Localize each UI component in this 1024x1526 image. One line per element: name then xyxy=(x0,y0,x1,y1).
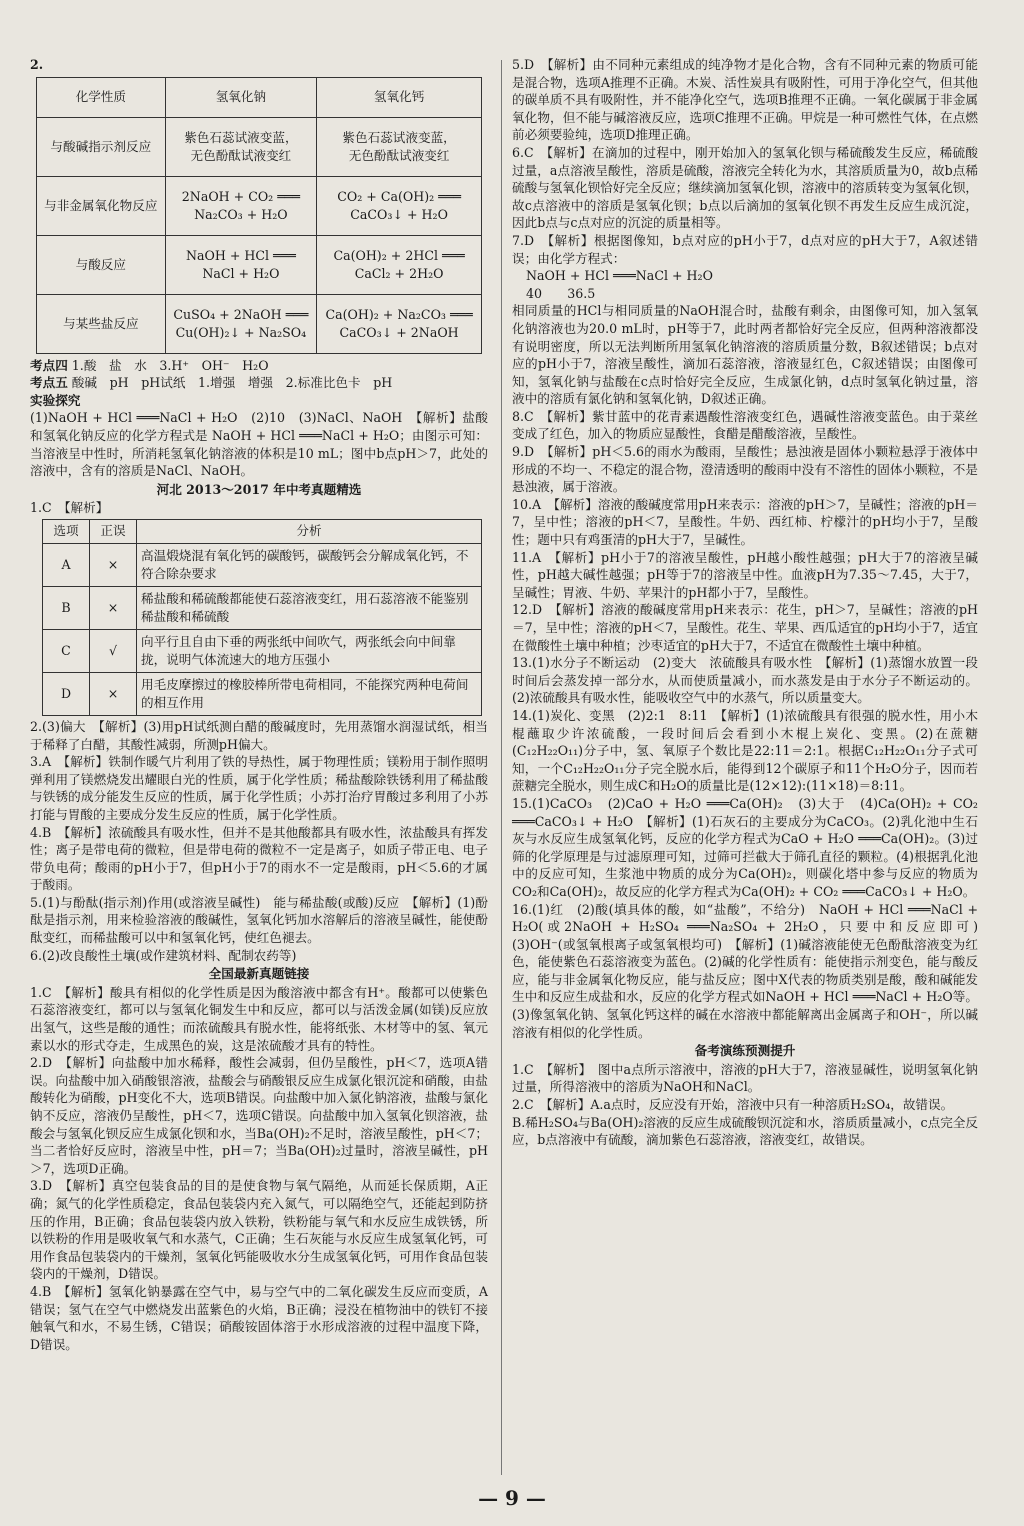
paragraph: 相同质量的HCl与相同质量的NaOH混合时，盐酸有剩余，由图像可知，加入氢氧化钠溶液也为20.0 mL时，pH等于7，此时两者都恰好完全反应，但两种溶液都没有说明密度，所以无法判断所用氢氧化钠溶液的溶质质量分数，B叙述错误；b点对应的pH小于7，溶液呈酸性，滴加石蕊溶液，溶液显红色，C叙述错误；由图像可知，氢氧化钠与盐酸在c点时恰好完全反应，生成氯化钠，d点时氢氧化钠过量，溶液中的溶质有氯化钠和氢氧化钠，D叙述正确。 xyxy=(512,303,978,407)
paragraph: 9.D 【解析】pH＜5.6的雨水为酸雨，呈酸性；悬浊液是固体小颗粒悬浮于液体中形成的不均一、不稳定的混合物，澄清透明的酸雨中没有不溶性的固体小颗粒，不是悬浊液，属于溶液。 xyxy=(512,444,978,495)
section-heading: 备考演练预测提升 xyxy=(694,1043,796,1059)
equation-masses: 40 36.5 xyxy=(526,285,596,301)
table-row xyxy=(37,294,482,353)
properties-table xyxy=(36,77,482,354)
table-header: 氢氧化钠 xyxy=(165,77,317,117)
paragraph: 6.C 【解析】在滴加的过程中，刚开始加入的氢氧化钡与稀硫酸发生反应，稀硫酸过量，a点溶液呈酸性，溶质是硫酸，溶液完全转化为水，其溶质质量为0，故b点稀硫酸与氢氧化钡恰好完全反应；继续滴加氢氧化钡，溶液中的溶质转变为氢氧化钡，故c点溶液中的溶质是氢氧化钡；b点以后滴加的氢氧化钡不再发生反应生成沉淀，因此b点与c点对应的沉淀的质量相等。 xyxy=(512,144,978,231)
paragraph: 2.(3)偏大 【解析】(3)用pH试纸测白醋的酸碱度时，先用蒸馏水润湿试纸，相当于稀释了白醋，其酸性减弱，所测pH偏大。 xyxy=(30,718,488,752)
kaodian-text: 酸碱 pH pH试纸 1.增强 增强 2.标准比色卡 pH xyxy=(71,375,393,391)
table-cell: 2NaOH + CO₂ ═══ Na₂CO₃ + H₂O xyxy=(165,176,317,235)
table-row xyxy=(37,117,482,176)
table-row xyxy=(37,235,482,294)
right-column xyxy=(512,56,991,1149)
table-row xyxy=(37,176,482,235)
table-cell: D xyxy=(43,672,90,715)
analysis-table xyxy=(42,519,482,716)
section-heading: 河北 2013～2017 年中考真题精选 xyxy=(156,481,362,497)
table-cell: 与酸碱指示剂反应 xyxy=(37,117,166,176)
paragraph: 5.D 【解析】由不同种元素组成的纯净物才是化合物，含有不同种元素的物质可能是混合物，选项A推理不正确。木炭、活性炭具有吸附性，可用于净化空气，但其他的碳单质不具有吸附性，并不能净化空气，选项B推理不正确。一氧化碳属于非金属氧化物，但不能与碱溶液反应，选项C推理不正确。甲烷是一种可燃性气体，在点燃前必须要验纯，选项D推理正确。 xyxy=(512,57,978,143)
table-header: 化学性质 xyxy=(37,77,166,117)
table-cell: 稀盐酸和稀硫酸都能使石蕊溶液变红，用石蕊溶液不能鉴别稀盐酸和稀硫酸 xyxy=(137,586,482,629)
table-header: 正误 xyxy=(90,519,137,543)
section-heading: 实验探究 xyxy=(30,392,81,408)
table-header: 选项 xyxy=(43,519,90,543)
paragraph: 12.D 【解析】溶液的酸碱度常用pH来表示：花生，pH＞7，呈碱性；溶液的pH＝7，呈中性；溶液的pH＜7，呈酸性。花生、苹果、西瓜适宜的pH均小于7，适宜在微酸性土壤中种植；沙枣适宜的pH大于7，不适宜在微酸性土壤中种植。 xyxy=(512,602,978,653)
paragraph: 2.C 【解析】A.a点时，反应没有开始，溶液中只有一种溶质H₂SO₄，故错误。 xyxy=(512,1097,954,1113)
table-cell: 向平行且自由下垂的两张纸中间吹气，两张纸会向中间靠拢，说明气体流速大的地方压强小 xyxy=(137,629,482,672)
table-cell: 紫色石蕊试液变蓝， 无色酚酞试液变红 xyxy=(165,117,317,176)
page-number: — 9 — xyxy=(478,1486,546,1510)
kaodian-label: 考点五 xyxy=(30,375,68,391)
paragraph: 3.A 【解析】铁制作暖气片利用了铁的导热性，属于物理性质；镁粉用于制作照明弹利用了镁燃烧发出耀眼白光的性质，属于化学性质；稀盐酸除铁锈利用了稀盐酸与铁锈的成分能发生反应的性质，属于化学性质；小苏打治疗胃酸过多利用了小苏打能与胃酸的主要成分发生反应的性质，属于化学性质。 xyxy=(30,754,488,822)
table-cell: × xyxy=(90,543,137,586)
table-cell: × xyxy=(90,586,137,629)
section-heading: 全国最新真题链接 xyxy=(208,966,310,982)
paragraph: 4.B 【解析】浓硫酸具有吸水性，但并不是其他酸都具有吸水性，浓盐酸具有挥发性；离子是带电荷的微粒，但是带电荷的微粒不一定是离子，如质子带正电、电子带负电荷；酸雨的pH小于7，但pH小于7的雨水不一定是酸雨，pH＜5.6的才属于酸雨。 xyxy=(30,824,488,893)
paragraph: 5.(1)与酚酞(指示剂)作用(或溶液呈碱性) 能与稀盐酸(或酸)反应 【解析】(1)酚酞是指示剂，用来检验溶液的酸碱性，氢氧化钙加水溶解后的溶液呈碱性，能使酚酞变红，而稀盐酸可以中和氢氧化钙，使红色褪去。 xyxy=(30,894,488,946)
paragraph: 6.(2)改良酸性土壤(或作建筑材料、配制农药等) xyxy=(30,947,297,963)
table-cell: 高温煅烧混有氧化钙的碳酸钙，碳酸钙会分解成氧化钙，不符合除杂要求 xyxy=(137,543,482,586)
table-row xyxy=(43,672,482,715)
paragraph: 13.(1)水分子不断运动 (2)变大 浓硫酸具有吸水性 【解析】(1)蒸馏水放置一段时间后会蒸发掉一部分水，从而使质量减小，而水蒸发是由于水分子不断运动的。(2)浓硫酸具有吸水性，能吸收空气中的水蒸气，所以质量变大。 xyxy=(512,655,978,706)
paragraph: 16.(1)红 (2)酸(填具体的酸，如“盐酸”，不给分) NaOH + HCl ═══NaCl + H₂O(或2NaOH + H₂SO₄ ═══Na₂SO₄ + 2H₂O，只要中和反应即可) (3)OH⁻(或氢氧根离子或氢氧根均可) 【解析】(1)碱溶液能使无色酚酞溶液变为红色，能使紫色石蕊溶液变为蓝色。(2)碱的化学性质有：能使指示剂变色，能与酸反应，能与非金属氧化物反应，能与盐反应；图中X代表的物质类别是酸，酸和碱能发生中和反应生成盐和水，反应的化学方程式如NaOH + HCl ═══NaCl + H₂O等。(3)像氢氧化钠、氢氧化钙这样的碱在水溶液中都能解离出金属离子和OH⁻，所以碱溶液有相似的化学性质。 xyxy=(512,901,991,1040)
table-row xyxy=(43,519,482,543)
paragraph: 14.(1)炭化、变黑 (2)2:1 8:11 【解析】(1)浓硫酸具有很强的脱水性，用小木棍蘸取少许浓硫酸，一段时间后会看到小木棍上炭化、变黑。(2)在蔗糖(C₁₂H₂₂O₁₁)分子中，氢、氧原子个数比是22:11＝2:1。根据C₁₂H₂₂O₁₁分子式可知，一个C₁₂H₂₂O₁₁分子完全脱水后，能得到12个碳原子和11个H₂O分子，因而若蔗糖完全脱水，则生成C和H₂O的质量比是(12×12):(11×18)＝8:11。 xyxy=(512,707,978,794)
table-cell: NaOH + HCl ═══ NaCl + H₂O xyxy=(165,235,317,294)
table-cell: A xyxy=(43,543,90,586)
kaodian-label: 考点四 xyxy=(30,357,68,373)
paragraph: 2.D 【解析】向盐酸中加水稀释，酸性会减弱，但仍呈酸性，pH＜7，选项A错误。向盐酸中加入硝酸银溶液，盐酸会与硝酸银反应生成氯化银沉淀和硝酸，由盐酸转化为硝酸，pH变化不大，选项B错误。向盐酸中加入氯化钠溶液，盐酸与氯化钠不反应，溶液仍呈酸性，pH＜7，选项C错误。向盐酸中加入氢氧化钡溶液，盐酸会与氢氧化钡反应生成氯化钡和水，当Ba(OH)₂不足时，溶液呈酸性，pH＜7；当二者恰好反应时，溶液呈中性，pH＝7；当Ba(OH)₂过量时，溶液呈碱性，pH＞7，选项D正确。 xyxy=(30,1055,488,1176)
table-cell: CO₂ + Ca(OH)₂ ═══ CaCO₃↓ + H₂O xyxy=(317,176,482,235)
table-cell: 用毛皮摩擦过的橡胶棒所带电荷相同，不能探究两种电荷间的相互作用 xyxy=(137,672,482,715)
table-header: 氢氧化钙 xyxy=(317,77,482,117)
table-row xyxy=(43,543,482,586)
paragraph: 15.(1)CaCO₃ (2)CaO + H₂O ═══Ca(OH)₂ (3)大于 (4)Ca(OH)₂ + CO₂ ═══CaCO₃↓ + H₂O 【解析】(1)石灰石的主要成分为CaCO₃。(2)乳化池中生石灰与水反应生成氢氧化钙，反应的化学方程式为CaO + H₂O ═══Ca(OH)₂。(3)过筛的化学原理是与过滤原理可知，过筛可拦截大于筛孔直径的颗粒。(4)根据乳化池中的反应可知，生浆池中物质的成分为Ca(OH)₂，则碳化塔中参与反应的物质为CO₂和Ca(OH)₂，故反应的化学方程式为Ca(OH)₂ + CO₂ ═══CaCO₃↓ + H₂O。 xyxy=(512,795,978,899)
table-cell: √ xyxy=(90,629,137,672)
paragraph: 3.D 【解析】真空包装食品的目的是使食物与氧气隔绝，从而延长保质期，A正确；氮气的化学性质稳定，食品包装袋内充入氮气，可以隔绝空气，还能起到防挤压的作用，B正确；食品包装袋内放入铁粉，铁粉能与氧气和水反应生成铁锈，所以铁粉的作用是吸收氧气和水蒸气，C正确；生石灰能与水反应生成氢氧化钙，可用作食品包装袋内的干燥剂，氢氧化钙能吸收水分生成氢氧化钙，可用作食品包装袋内的干燥剂，D错误。 xyxy=(30,1178,488,1282)
table-row xyxy=(37,77,482,117)
paragraph: 7.D 【解析】根据图像知，b点对应的pH小于7，d点对应的pH大于7，A叙述错误；由化学方程式： xyxy=(512,232,978,266)
paragraph: 4.B 【解析】氢氧化钠暴露在空气中，易与空气中的二氧化碳发生反应而变质，A错误；氢气在空气中燃烧发出蓝紫色的火焰，B正确；浸没在植物油中的铁钉不接触氧气和水，不易生锈，C错误；硝酸铵固体溶于水形成溶液的过程中温度下降，D错误。 xyxy=(30,1283,488,1352)
kaodian-four xyxy=(30,357,488,375)
table-cell: CuSO₄ + 2NaOH ═══ Cu(OH)₂↓ + Na₂SO₄ xyxy=(165,294,317,353)
table-cell: C xyxy=(43,629,90,672)
left-column xyxy=(30,56,488,1353)
paragraph: 1.C 【解析】酸具有相似的化学性质是因为酸溶液中都含有H⁺。酸都可以使紫色石蕊溶液变红，都可以与氢氧化铜发生中和反应，都可以与活泼金属(如镁)反应放出氢气，这些是酸的通性；而浓硫酸具有脱水性，能将纸张、木材等中的氢、氧元素以水的形式夺走，生成黑色的炭，这是浓硫酸才具有的特性。 xyxy=(30,984,488,1053)
paragraph: 8.C 【解析】紫甘蓝中的花青素遇酸性溶液变红色，遇碱性溶液变蓝色。由于菜丝变成了红色，加入的物质应显酸性，食醋是醋酸溶液，呈酸性。 xyxy=(512,408,978,442)
table-header: 分析 xyxy=(137,519,482,543)
paragraph: 10.A 【解析】溶液的酸碱度常用pH来表示：溶液的pH＞7，呈碱性；溶液的pH＝7，呈中性；溶液的pH＜7，呈酸性。牛奶、西红柿、柠檬汁的pH均小于7，呈酸性；题中只有鸡蛋清的pH大于7，呈碱性。 xyxy=(512,496,978,548)
question-number: 2. xyxy=(30,57,44,72)
paragraph: 1.C 【解析】 图中a点所示溶液中，溶液的pH大于7，溶液显碱性，说明氢氧化钠过量，所得溶液中的溶质为NaOH和NaCl。 xyxy=(512,1061,978,1095)
paragraph: B.稀H₂SO₄与Ba(OH)₂溶液的反应生成硫酸钡沉淀和水，溶质质量减小，c点完全反应，b点溶液中有硫酸，滴加紫色石蕊溶液，溶液变红，故错误。 xyxy=(512,1114,978,1148)
table-cell: 与非金属氧化物反应 xyxy=(37,176,166,235)
paragraph: 1.C 【解析】 xyxy=(30,500,109,516)
kaodian-text: 1.酸 盐 水 3.H⁺ OH⁻ H₂O xyxy=(71,357,269,373)
table-cell: 与某些盐反应 xyxy=(37,294,166,353)
table-row xyxy=(43,586,482,629)
table-cell: × xyxy=(90,672,137,715)
paragraph: 11.A 【解析】pH小于7的溶液呈酸性，pH越小酸性越强；pH大于7的溶液呈碱性，pH越大碱性越强；pH等于7的溶液呈中性。血液pH为7.35～7.45，大于7，呈碱性；胃液、牛奶、苹果汁的pH都小于7，呈酸性。 xyxy=(512,549,978,600)
paragraph: (1)NaOH + HCl ═══NaCl + H₂O (2)10 (3)NaCl、NaOH 【解析】盐酸和氢氧化钠反应的化学方程式是 NaOH + HCl ═══NaCl + H₂O；由图示可知：当溶液呈中性时，所消耗氢氧化钠溶液的体积是10 mL；图中b点pH＞7，此处的溶液中，含有的溶质是NaCl、NaOH。 xyxy=(30,410,488,479)
column-divider xyxy=(501,60,502,1475)
table-row xyxy=(43,629,482,672)
kaodian-five xyxy=(30,374,488,392)
table-cell: 紫色石蕊试液变蓝， 无色酚酞试液变红 xyxy=(317,117,482,176)
table-cell: Ca(OH)₂ + 2HCl ═══ CaCl₂ + 2H₂O xyxy=(317,235,482,294)
table-cell: 与酸反应 xyxy=(37,235,166,294)
equation: NaOH + HCl ═══NaCl + H₂O xyxy=(526,268,713,284)
table-cell: Ca(OH)₂ + Na₂CO₃ ═══ CaCO₃↓ + 2NaOH xyxy=(317,294,482,353)
table-cell: B xyxy=(43,586,90,629)
